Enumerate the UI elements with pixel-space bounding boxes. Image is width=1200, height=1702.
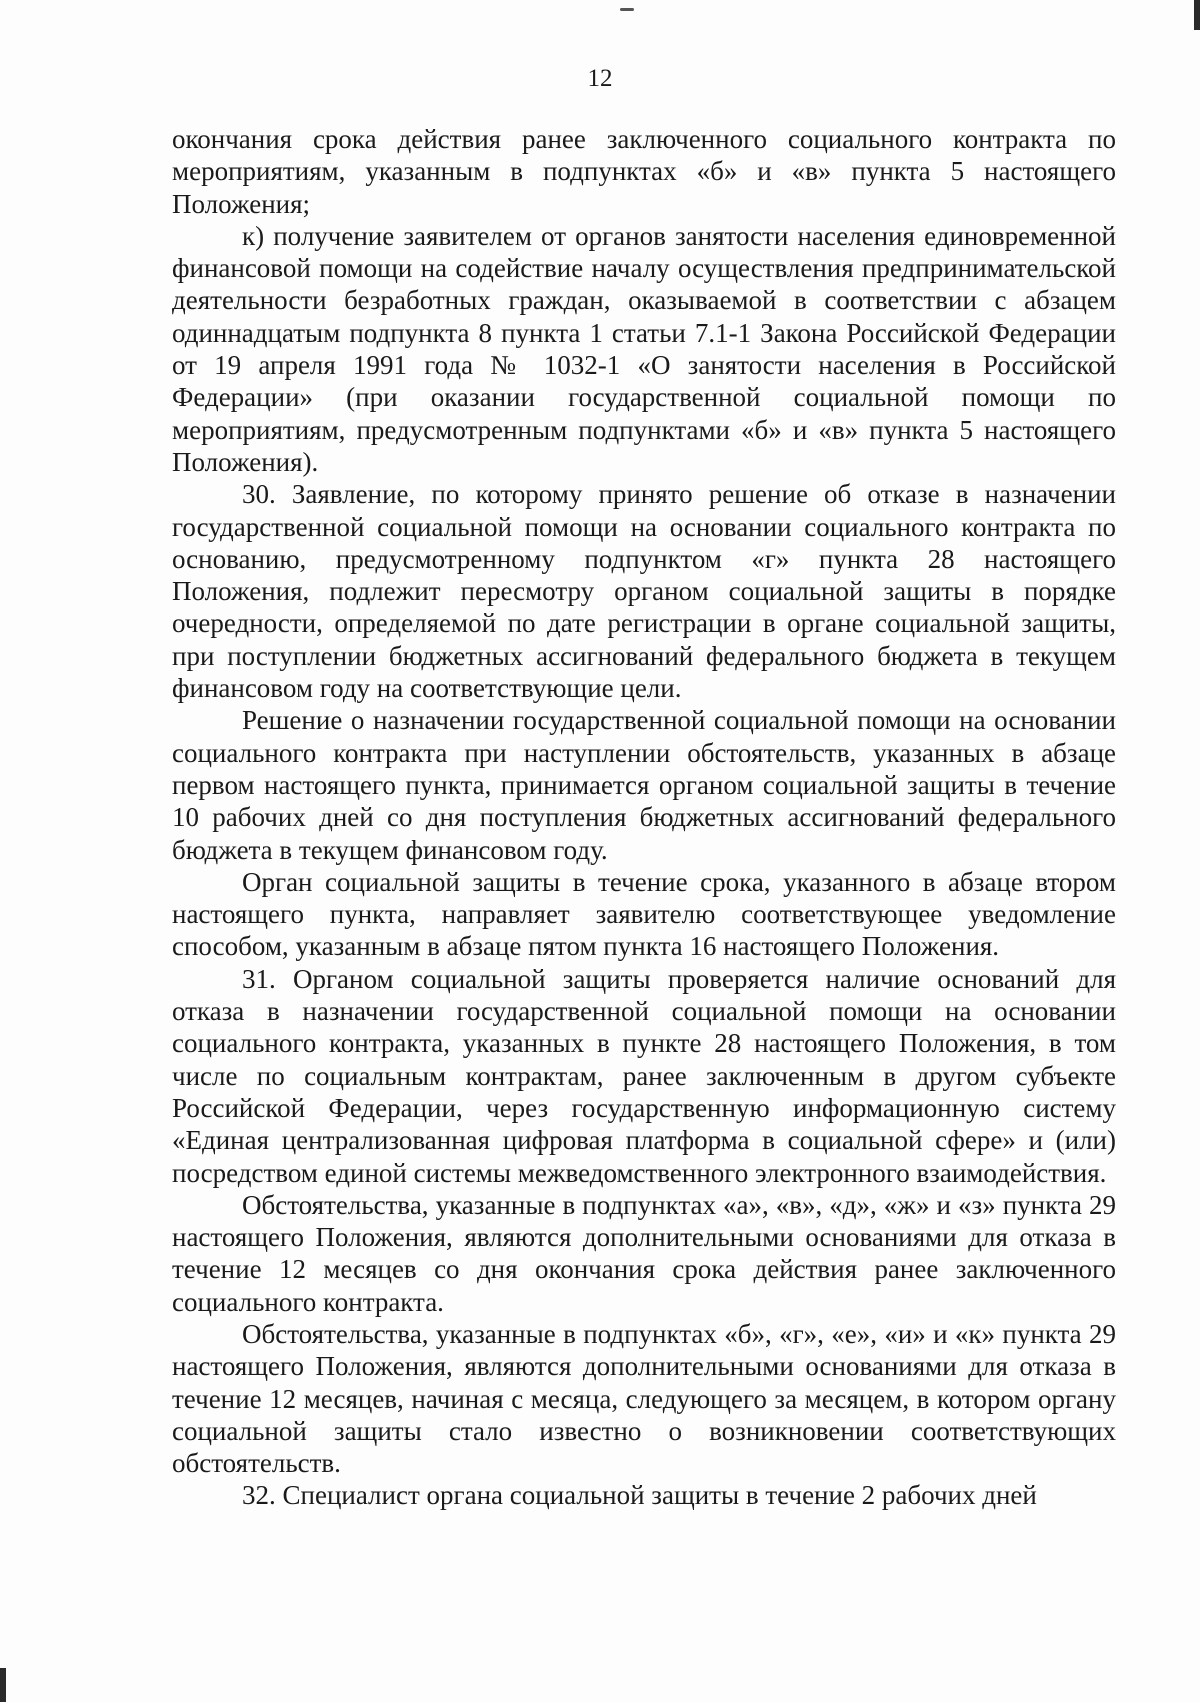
- paragraph-30-decision: Решение о назначении государственной социальной помощи на основании социального контракта при наступлении обстоятельств, указанных в абзаце первом настоящего пункта, принимается органом социальной защиты в течение 10 рабочих дней со дня поступления бюджетных ассигнований федерального бюджета в текущем финансовом году.: [172, 705, 1116, 865]
- paragraph-item-30: 30. Заявление, по которому принято решение об отказе в назначении государственной социальной помощи на основании социального контракта по основанию, предусмотренному подпунктом «г» пункта 28 настоящего Положения, подлежит пересмотру органом социальной защиты в порядке очередности, определяемой по дате регистрации в органе социальной защиты, при поступлении бюджетных ассигнований федерального бюджета в текущем финансовом году на соответствующие цели.: [172, 479, 1116, 704]
- scan-speck: [620, 8, 634, 11]
- paragraph-30-notice: Орган социальной защиты в течение срока, указанного в абзаце втором настоящего пункта, направляет заявителю соответствующее уведомление способом, указанным в абзаце пятом пункта 16 настоящего Положения.: [172, 866, 1116, 962]
- paragraph-subitem-k: к) получение заявителем от органов занятости населения единовременной финансовой помощи на содействие началу осуществления предпринимательской деятельности безработных граждан, оказываемой в соответствии с абзацем одиннадцатым подпункта 8 пункта 1 статьи 7.1-1 Закона Российской Федерации от 19 апреля 1991 года № 1032-1 «О занятости населения в Российской Федерации» (при оказании государственной социальной помощи по мероприятиям, предусмотренным подпунктами «б» и «в» пункта 5 настоящего Положения).: [172, 220, 1116, 477]
- paragraph-31-circumstances-a: Обстоятельства, указанные в подпунктах «а», «в», «д», «ж» и «з» пункта 29 настоящего Положения, являются дополнительными основаниями для отказа в течение 12 месяцев со дня окончания срока действия ранее заключенного социального контракта.: [172, 1189, 1116, 1317]
- page-number: 12: [587, 65, 613, 92]
- paragraph-31-circumstances-b: Обстоятельства, указанные в подпунктах «б», «г», «е», «и» и «к» пункта 29 настоящего Положения, являются дополнительными основаниями для отказа в течение 12 месяцев, начиная с месяца, следующего за месяцем, в котором органу социальной защиты стало известно о возникновении соответствующих обстоятельств.: [172, 1318, 1116, 1479]
- paragraph-item-31: 31. Органом социальной защиты проверяется наличие оснований для отказа в назначении государственной социальной помощи на основании социального контракта, указанных в пункте 28 настоящего Положения, в том числе по социальным контрактам, ранее заключенным в другом субъекте Российской Федерации, через государственную информационную систему «Единая централизованная цифровая платформа в социальной сфере» и (или) посредством единой системы межведомственного электронного взаимодействия.: [172, 963, 1116, 1188]
- scan-edge-mark-top-right: [1194, 0, 1200, 30]
- scan-edge-mark-bottom-left: [0, 1668, 6, 1702]
- paragraph-continuation: окончания срока действия ранее заключенного социального контракта по мероприятиям, указанным в подпунктах «б» и «в» пункта 5 настоящего Положения;: [172, 124, 1116, 219]
- document-body: [172, 123, 1116, 1512]
- paragraph-item-32: 32. Специалист органа социальной защиты в течение 2 рабочих дней: [242, 1480, 1037, 1511]
